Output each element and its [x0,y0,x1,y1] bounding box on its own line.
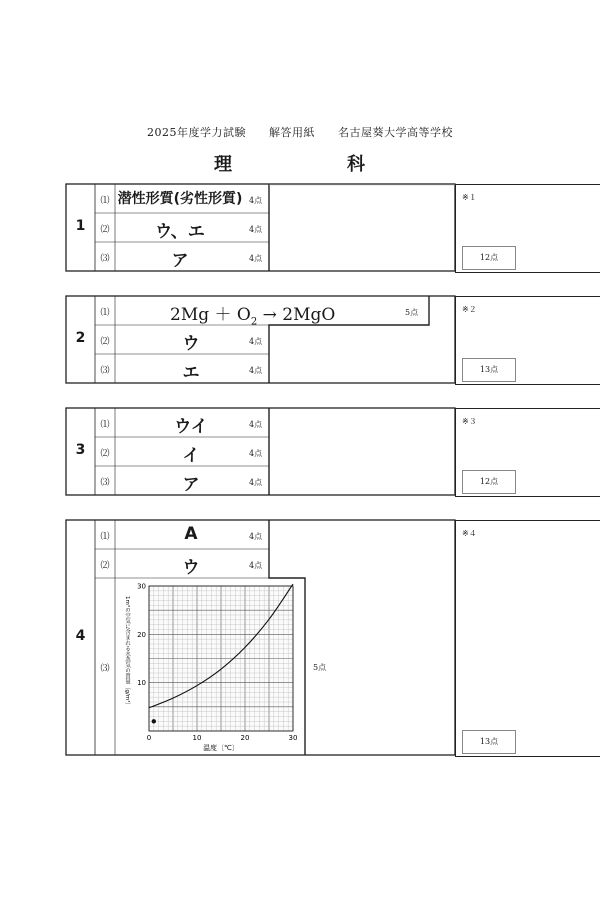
chart-y-tick-label: 20 [137,630,146,639]
chart-y-tick-label: 30 [137,582,146,591]
section-3-points-1: 4点 [249,420,263,429]
section-2-row-1-label: ⑴ [100,308,110,318]
section-3-answer-3: ア [182,475,200,495]
section-4-answer-1: A [184,524,198,544]
section-2-points-2: 4点 [249,337,263,346]
section-3-points-3: 4点 [249,478,263,487]
section-4-row-1-label: ⑴ [100,532,110,542]
section-1-answer-1: 潜性形質(劣性形質) [117,191,243,207]
section-3-note: ※３ [462,417,477,426]
section-4-points-2: 4点 [249,561,263,570]
section-2-points-3: 4点 [249,366,263,375]
exam-header: 2025年度学力試験 解答用紙 名古屋葵大学高等学校 [147,126,453,139]
subject-ri: 理 [214,154,232,175]
chart-x-tick-label: 10 [192,734,202,742]
section-4-note: ※４ [462,529,477,538]
chart-points [152,719,156,723]
section-1-number: 1 [75,218,86,234]
section-3-row-3-label: ⑶ [100,478,110,488]
chart-y-label: 1m³の空気に含まれる水蒸気の質量〔g/m³〕 [124,596,130,708]
chart-x-tick-label: 30 [288,734,298,742]
chart-x-label: 温度〔℃〕 [203,744,239,752]
equation-subscript: 2 [250,316,258,328]
chart-data-point [152,719,156,723]
section-1-answer-2: ウ、エ [155,222,205,242]
score-box-4 [455,520,600,757]
section-4-points-3: 5点 [313,663,327,672]
section-2-number: 2 [75,330,86,346]
chart-x-tick-label: 20 [240,734,250,742]
chart-y-tick-label: 10 [137,679,146,688]
section-4-points-1: 4点 [249,532,263,541]
equation-part-2: → 2MgO [257,305,336,325]
section-3-answer-1: ウイ [174,417,208,437]
section-2-answer-1 [170,300,335,327]
section-4-total: 13点 [462,730,516,754]
section-3-points-2: 4点 [249,449,263,458]
humidity-chart [115,579,305,755]
section-1-total: 12点 [462,246,516,270]
section-4-row-2-label: ⑵ [100,561,110,571]
section-1-row-1-label: ⑴ [100,196,110,206]
section-3-row-2-label: ⑵ [100,449,110,459]
chart-grid [149,586,293,731]
equation-part-1: 2Mg ＋ O [170,305,251,325]
section-3-row-1-label: ⑴ [100,420,110,430]
section-3-answer-2: イ [182,446,200,466]
section-2-total: 13点 [462,358,516,382]
section-2-answer-3: エ [182,363,200,383]
section-4-row-3-label: ⑶ [100,664,110,674]
section-3-total: 12点 [462,470,516,494]
section-1-answer-3: ア [171,251,189,271]
section-1-points-3: 4点 [249,254,263,263]
section-1-note: ※１ [462,193,477,202]
section-2-points-1: 5点 [405,308,419,317]
section-4-number: 4 [75,628,86,644]
section-1-points-2: 4点 [249,225,263,234]
section-1-row-2-label: ⑵ [100,225,110,235]
subject-ka: 科 [347,154,365,175]
section-2-row-2-label: ⑵ [100,337,110,347]
section-1-points-1: 4点 [249,196,263,205]
chart-x-tick-label: 0 [146,734,152,742]
section-1-row-3-label: ⑶ [100,254,110,264]
section-2-row-3-label: ⑶ [100,366,110,376]
section-3-number: 3 [75,442,86,458]
section-4-answer-2: ウ [182,558,200,578]
section-2-answer-2: ウ [182,334,200,354]
section-2-note: ※２ [462,305,477,314]
